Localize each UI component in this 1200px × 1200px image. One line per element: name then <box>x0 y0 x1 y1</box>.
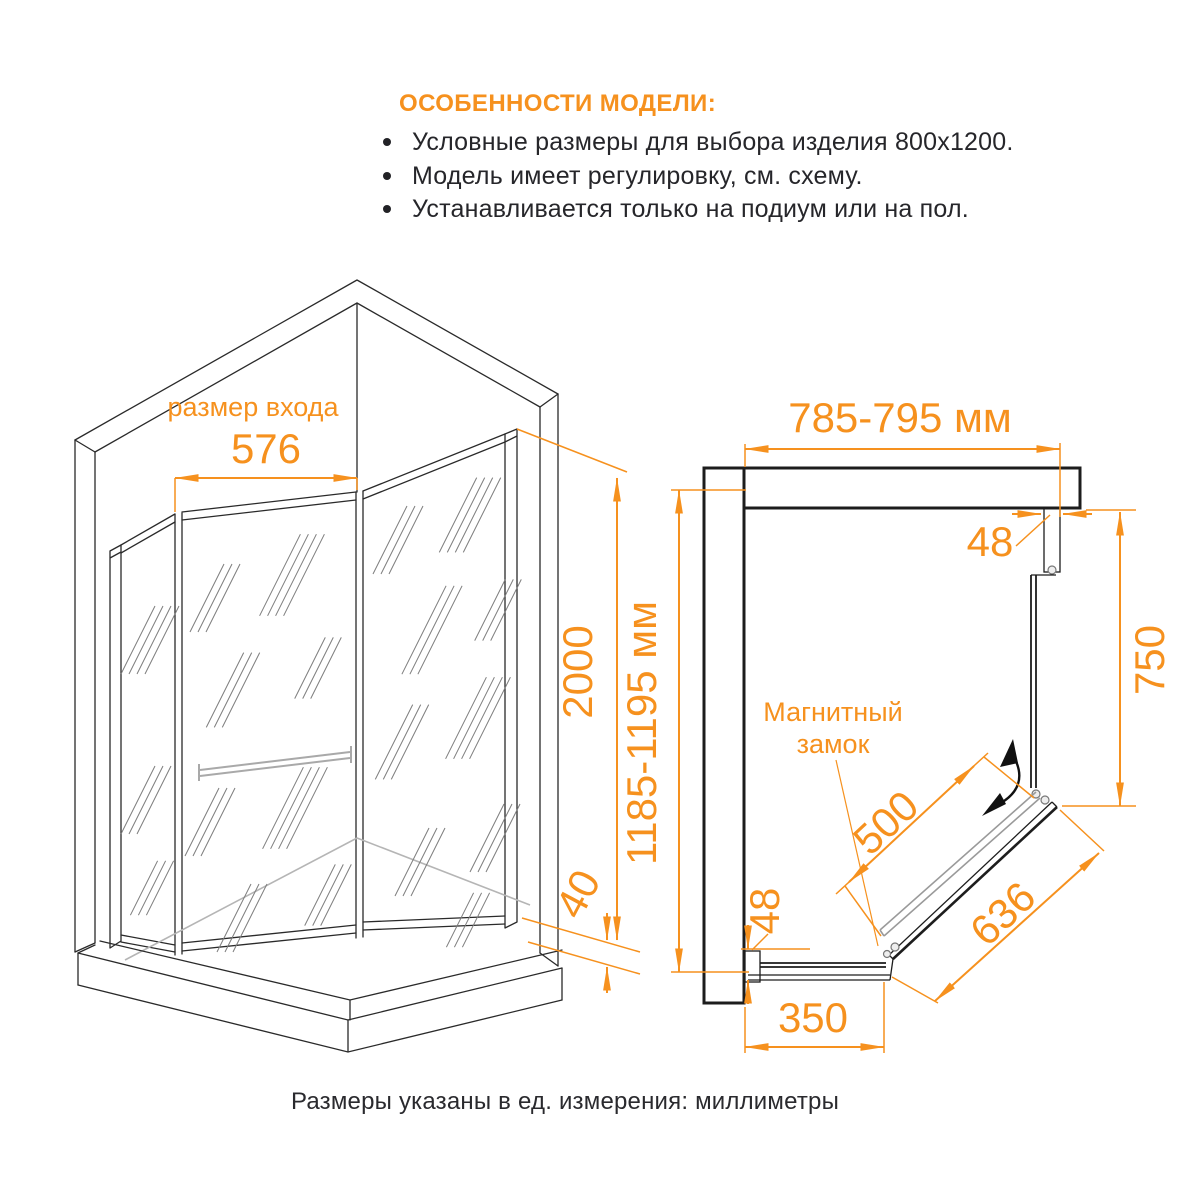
walls <box>75 280 558 966</box>
door-swing-arrow-icon <box>982 739 1019 816</box>
bottom-panel-dim: 350 <box>777 994 849 1041</box>
glass-hatching-icon <box>121 478 521 952</box>
lock-label-line2: замок <box>796 729 870 759</box>
width-range-dim: 785-795 мм <box>788 394 1012 441</box>
profile-top-dim: 48 <box>966 518 1014 565</box>
feature-text: Модель имеет регулировку, см. схему. <box>412 162 863 190</box>
height-dim: 2000 <box>554 625 601 719</box>
diagonal-dim: 636 <box>961 872 1045 955</box>
glass-panels <box>110 429 530 960</box>
feature-text: Условные размеры для выбора изделия 800х1200. <box>412 128 1014 156</box>
door-width-dim: 500 <box>844 781 928 864</box>
tray-height-dim: 40 <box>546 862 610 926</box>
depth-range-dim: 1185-1195 мм <box>618 600 665 866</box>
isometric-view <box>75 280 640 1052</box>
units-note: Размеры указаны в ед. измерения: миллиметры <box>290 1088 840 1115</box>
right-panel-dim: 750 <box>1126 624 1173 696</box>
lock-label-line1: Магнитный <box>763 697 903 727</box>
profile-bottom-dim: 48 <box>741 887 788 935</box>
entrance-label: размер входа <box>167 392 339 422</box>
shower-tray <box>78 941 562 1052</box>
features-title: ОСОБЕННОСТИ МОДЕЛИ: <box>399 90 717 117</box>
feature-text: Устанавливается только на подиум или на пол. <box>412 195 969 223</box>
plan-view <box>618 394 1173 1053</box>
entrance-width-dim: 576 <box>230 425 302 472</box>
